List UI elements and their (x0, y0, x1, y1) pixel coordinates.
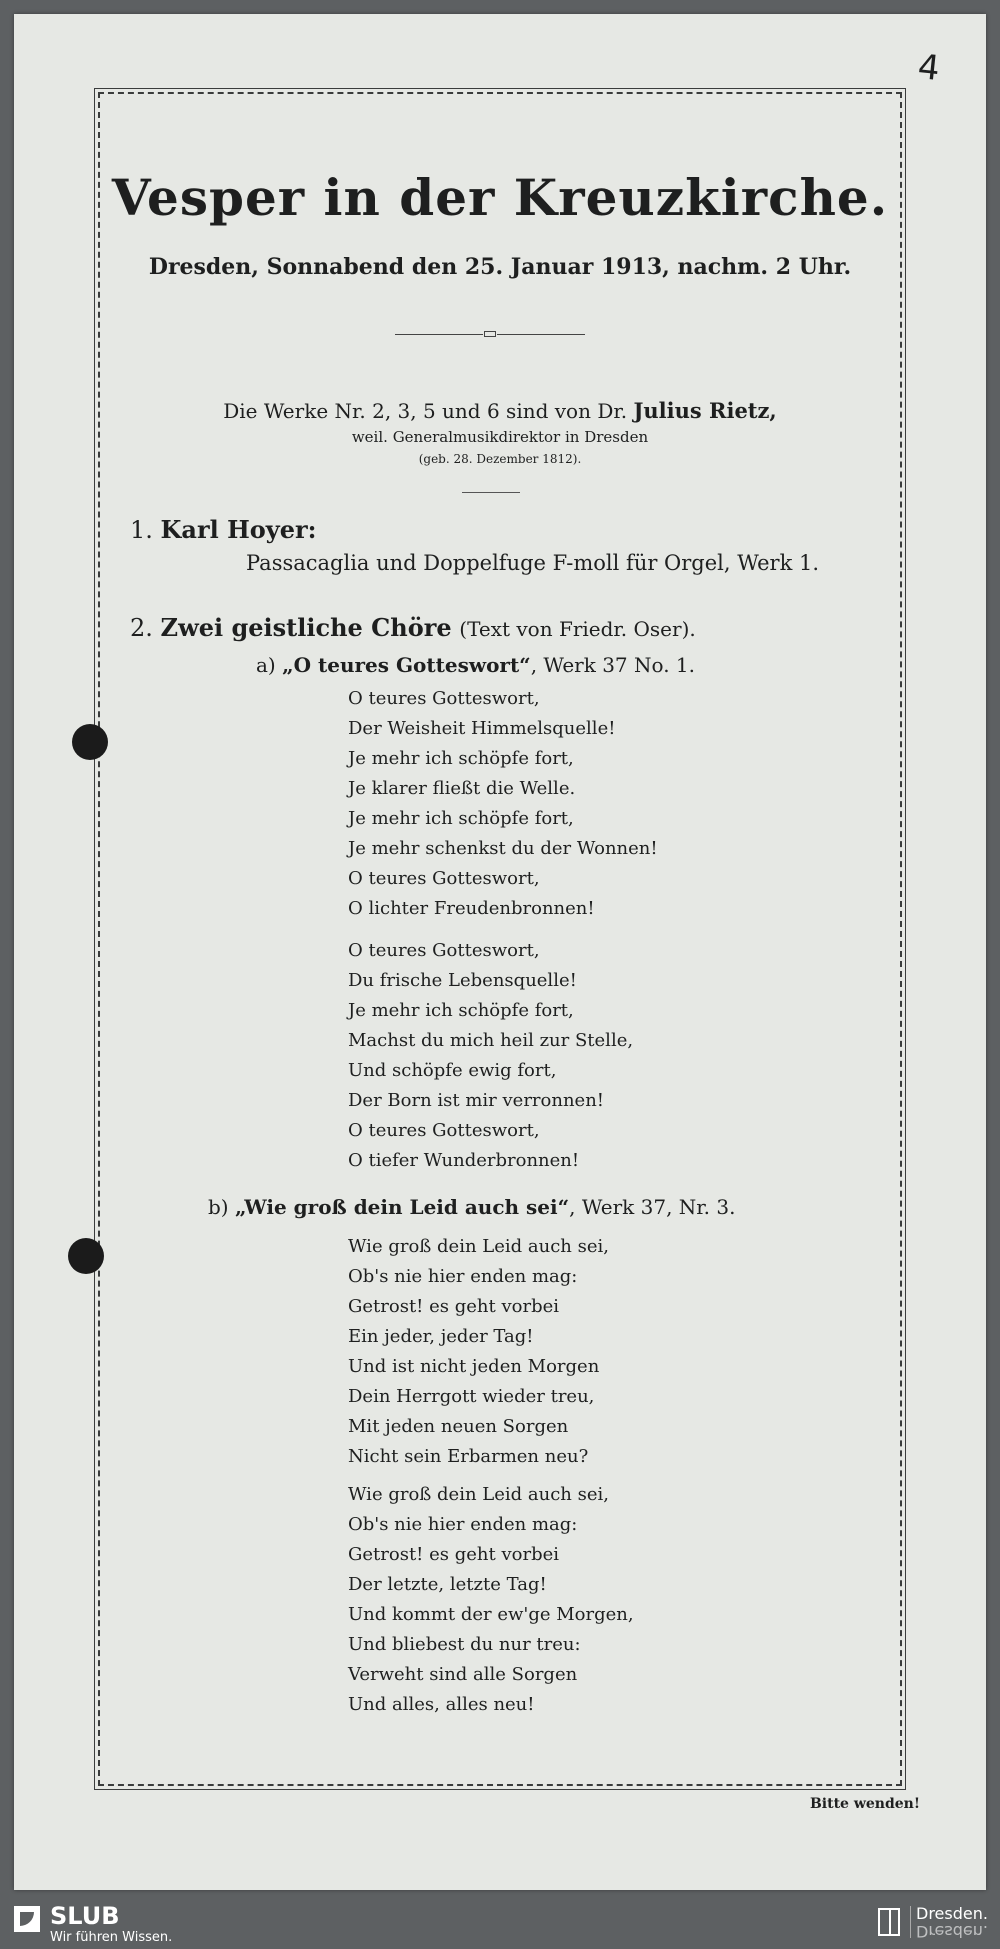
verse-line: Machst du mich heil zur Stelle, (348, 1030, 634, 1051)
verse-line: Ob's nie hier enden mag: (348, 1266, 578, 1287)
verse-line: O lichter Freudenbronnen! (348, 898, 595, 919)
subitem-b (208, 1195, 735, 1219)
verse-line: O teures Gotteswort, (348, 688, 540, 709)
verse-line: Wie groß dein Leid auch sei, (348, 1484, 609, 1505)
verse-line: Je mehr ich schöpfe fort, (348, 1000, 574, 1021)
item-note: (Text von Friedr. Oser). (459, 617, 696, 641)
ornament-divider (395, 331, 585, 337)
verse-line: Mit jeden neuen Sorgen (348, 1416, 569, 1437)
verse-line: O teures Gotteswort, (348, 868, 540, 889)
slub-tagline: Wir führen Wissen. (50, 1930, 173, 1945)
verse-line: Je klarer fließt die Welle. (348, 778, 576, 799)
program-item-2 (130, 613, 696, 642)
verse-line: Ob's nie hier enden mag: (348, 1514, 578, 1535)
program-item-1 (130, 515, 316, 544)
logo-divider (910, 1906, 911, 1938)
dresden-crest-icon[interactable] (878, 1908, 900, 1936)
punch-hole-icon (68, 1238, 104, 1274)
verse-line: Nicht sein Erbarmen neu? (348, 1446, 589, 1467)
subitem-ref: , Werk 37, Nr. 3. (569, 1195, 736, 1219)
item-number: 1. (130, 516, 153, 544)
verse-line: Dein Herrgott wieder treu, (348, 1386, 595, 1407)
dresden-logo-text[interactable]: Dresden. (916, 1904, 988, 1923)
slub-logo-icon[interactable] (14, 1906, 40, 1932)
intro-text: Die Werke Nr. 2, 3, 5 und 6 sind von Dr. (223, 399, 628, 423)
slub-logo-text[interactable]: SLUB (50, 1902, 120, 1930)
verse-line: Je mehr ich schöpfe fort, (348, 748, 574, 769)
verse-a-stanza-1 (348, 684, 658, 924)
verse-line: Ein jeder, jeder Tag! (348, 1326, 534, 1347)
verse-line: Getrost! es geht vorbei (348, 1544, 560, 1565)
item-heading: Zwei geistliche Chöre (160, 613, 452, 642)
item-composer: Karl Hoyer: (160, 515, 317, 544)
please-turn-note: Bitte wenden! (809, 1796, 920, 1812)
intro-line-3: (geb. 28. Dezember 1812). (418, 452, 582, 466)
verse-a-stanza-2 (348, 936, 633, 1176)
verse-line: O teures Gotteswort, (348, 1120, 540, 1141)
verse-line: Und ist nicht jeden Morgen (348, 1356, 600, 1377)
subitem-a (256, 653, 695, 677)
punch-hole-icon (72, 724, 108, 760)
verse-line: Verweht sind alle Sorgen (348, 1664, 578, 1685)
viewer-footer-bar (0, 1896, 1000, 1949)
intro-line (0, 398, 1000, 423)
verse-line: Und alles, alles neu! (348, 1694, 535, 1715)
verse-line: Je mehr schenkst du der Wonnen! (348, 838, 658, 859)
event-date-line: Dresden, Sonnabend den 25. Januar 1913, nachm. 2 Uhr. (148, 254, 852, 280)
subitem-title: „O teures Gotteswort“ (282, 653, 531, 677)
verse-line: Du frische Lebensquelle! (348, 970, 577, 991)
verse-line: Je mehr ich schöpfe fort, (348, 808, 574, 829)
verse-line: Wie groß dein Leid auch sei, (348, 1236, 609, 1257)
verse-line: Und bliebest du nur treu: (348, 1634, 581, 1655)
subitem-marker: a) (256, 653, 276, 677)
verse-line: Der letzte, letzte Tag! (348, 1574, 547, 1595)
subitem-title: „Wie groß dein Leid auch sei“ (234, 1195, 570, 1219)
page-title: Vesper in der Kreuzkirche. (111, 168, 889, 227)
dresden-logo-mirror: Dresden. (916, 1922, 988, 1941)
verse-line: O tiefer Wunderbronnen! (348, 1150, 580, 1171)
verse-line: Und kommt der ew'ge Morgen, (348, 1604, 634, 1625)
item-number: 2. (130, 614, 153, 642)
verse-line: Getrost! es geht vorbei (348, 1296, 560, 1317)
verse-line: O teures Gotteswort, (348, 940, 540, 961)
verse-b-stanza-2 (348, 1480, 634, 1720)
verse-line: Und schöpfe ewig fort, (348, 1060, 557, 1081)
verse-line: Der Born ist mir verronnen! (348, 1090, 605, 1111)
composer-name: Julius Rietz, (633, 398, 777, 423)
subitem-marker: b) (208, 1195, 229, 1219)
verse-b-stanza-1 (348, 1232, 609, 1472)
verse-line: Der Weisheit Himmelsquelle! (348, 718, 616, 739)
subitem-ref: , Werk 37 No. 1. (530, 653, 695, 677)
item-1-work: Passacaglia und Doppelfuge F-moll für Orgel, Werk 1. (246, 551, 820, 575)
intro-line-2: weil. Generalmusikdirektor in Dresden (351, 428, 649, 446)
short-divider (462, 492, 520, 493)
handwritten-page-number: 4 (915, 46, 942, 90)
